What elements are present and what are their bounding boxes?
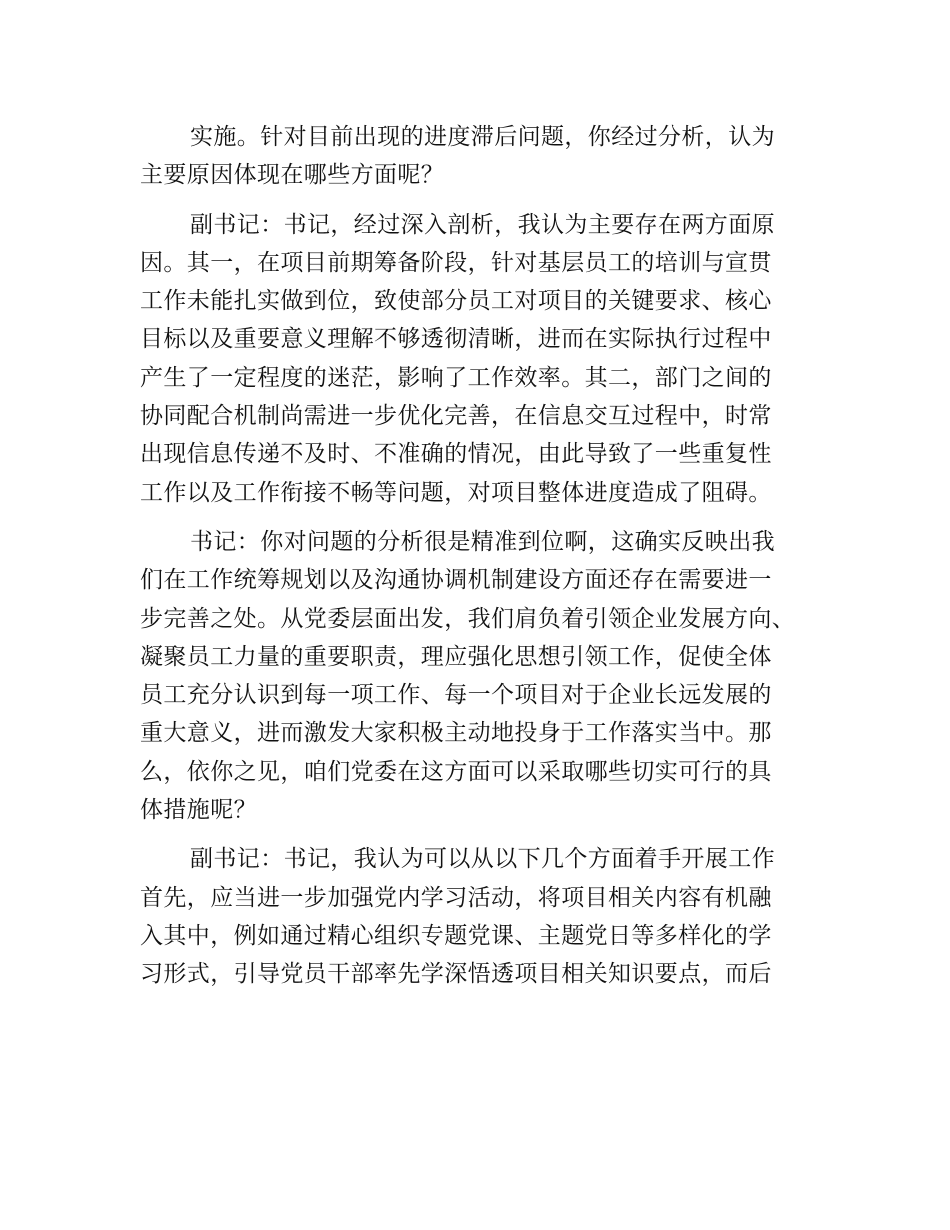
paragraph-4: [140, 840, 820, 993]
text-line: 工作未能扎实做到位，致使部分员工对项目的关键要求、核心: [140, 288, 772, 315]
text-line: 因。其一，在项目前期筹备阶段，针对基层员工的培训与宣贯: [140, 249, 772, 276]
text-line: 们在工作统筹规划以及沟通协调机制建设方面还存在需要进一: [140, 567, 772, 594]
text-line: 工作以及工作衔接不畅等问题，对项目整体进度造成了阻碍。: [140, 479, 772, 506]
text-line: 么，依你之见，咱们党委在这方面可以采取哪些切实可行的具: [140, 758, 772, 785]
paragraph-1: [140, 118, 820, 195]
document-body: [140, 118, 820, 1005]
text-line: 书记：你对问题的分析很是精准到位啊，这确实反映出我: [190, 528, 775, 555]
text-line: 副书记：书记，经过深入剖析，我认为主要存在两方面原: [190, 211, 775, 238]
text-line: 出现信息传递不及时、不准确的情况，由此导致了一些重复性: [140, 441, 772, 468]
text-line: 习形式，引导党员干部率先学深悟透项目相关知识要点，而后: [140, 961, 772, 988]
text-line: 步完善之处。从党委层面出发，我们肩负着引领企业发展方向、: [140, 605, 796, 632]
text-line: 重大意义，进而激发大家积极主动地投身于工作落实当中。那: [140, 720, 772, 747]
text-line: 协同配合机制尚需进一步优化完善，在信息交互过程中，时常: [140, 403, 772, 430]
text-line: 目标以及重要意义理解不够透彻清晰，进而在实际执行过程中: [140, 326, 772, 353]
paragraph-3: [140, 523, 820, 829]
paragraph-2: [140, 206, 820, 512]
text-line: 实施。针对目前出现的进度滞后问题，你经过分析，认为: [190, 124, 775, 150]
text-line: 凝聚员工力量的重要职责，理应强化思想引领工作，促使全体: [140, 643, 772, 670]
text-line: 员工充分认识到每一项工作、每一个项目对于企业长远发展的: [140, 682, 772, 709]
text-line: 主要原因体现在哪些方面呢？: [140, 162, 445, 189]
text-line: 入其中，例如通过精心组织专题党课、主题党日等多样化的学: [140, 922, 772, 949]
text-line: 产生了一定程度的迷茫，影响了工作效率。其二，部门之间的: [140, 364, 772, 391]
text-line: 体措施呢？: [140, 797, 257, 824]
text-line: 首先，应当进一步加强党内学习活动，将项目相关内容有机融: [140, 884, 772, 911]
text-line: 副书记：书记，我认为可以从以下几个方面着手开展工作: [190, 846, 775, 873]
